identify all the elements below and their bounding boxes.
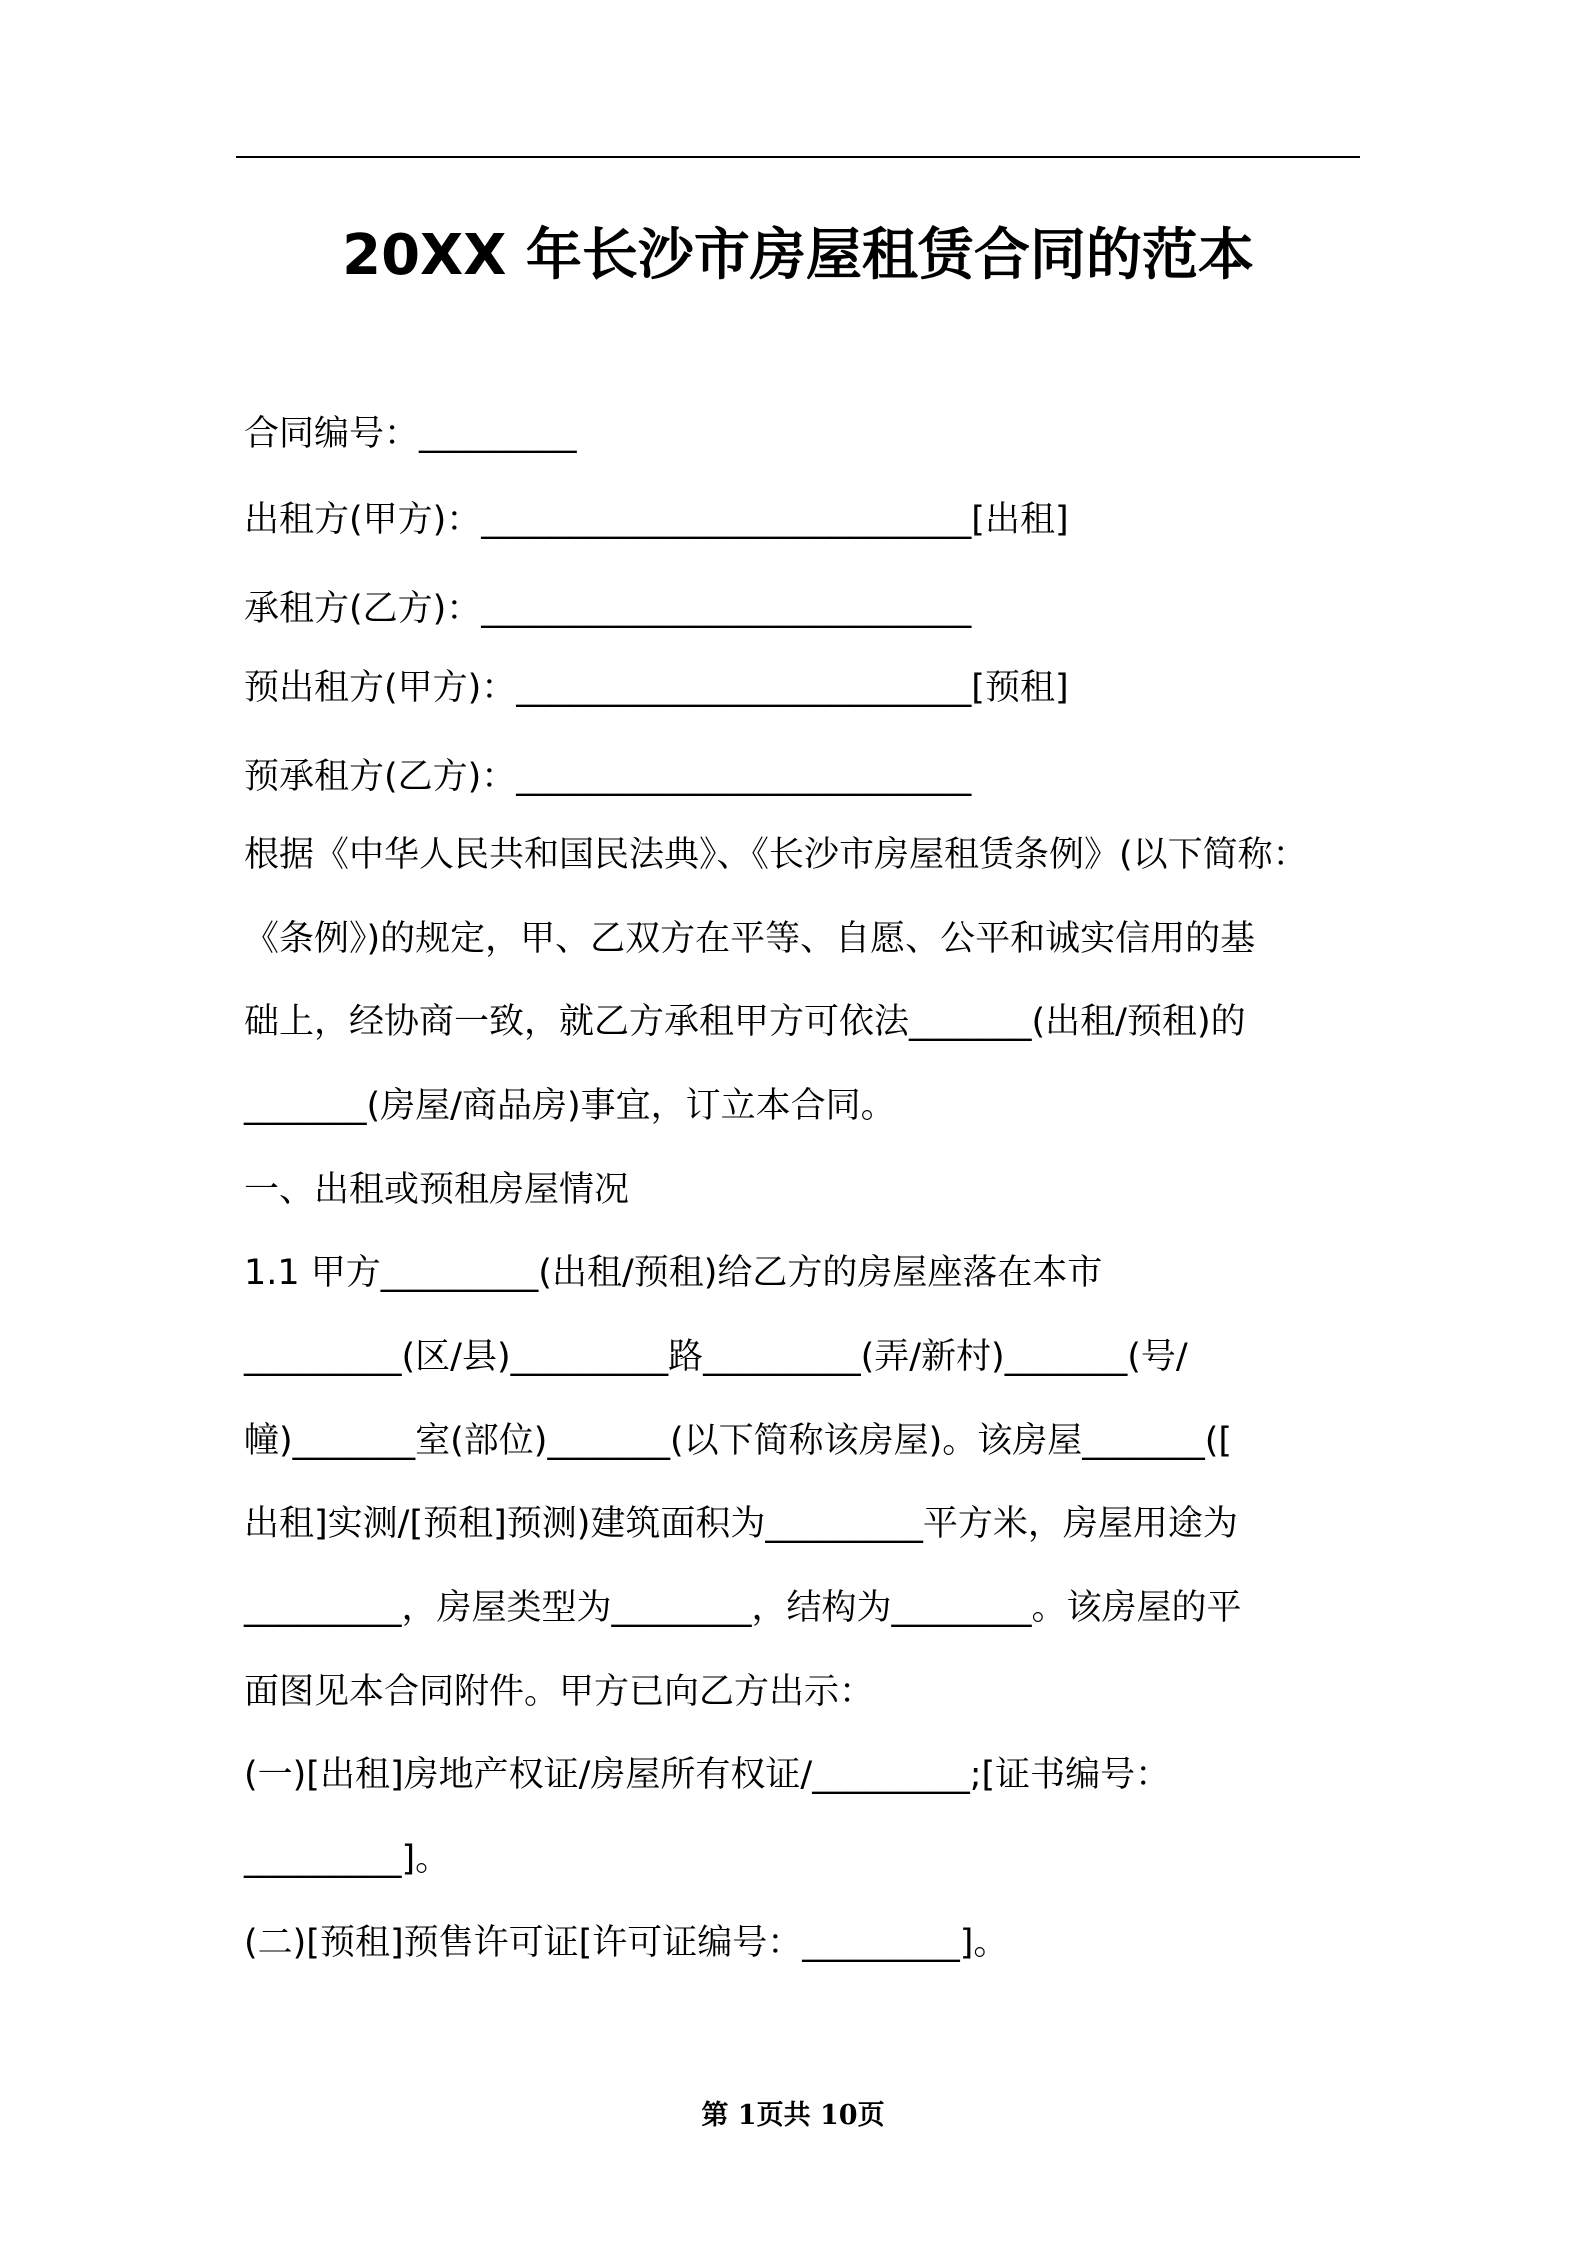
pre-lessee-line: 预承租方(乙方)：__________________________ <box>244 757 972 797</box>
document-title: 20XX 年长沙市房屋租赁合同的范本 <box>342 223 1254 288</box>
lessee-line: 承租方(乙方)：____________________________ <box>244 589 972 629</box>
item-1-line-2: _________]。 <box>244 1839 451 1879</box>
clause-1-1-line-2: _________(区/县)_________路_________(弄/新村)_______(号/ <box>244 1337 1188 1377</box>
page-indicator: 第 1页共 10页 <box>701 2100 885 2131</box>
clause-1-1-line-1: 1.1 甲方_________(出租/预租)给乙方的房屋座落在本市 <box>244 1253 1103 1293</box>
item-2-line: (二)[预租]预售许可证[许可证编号：_________]。 <box>244 1923 1009 1963</box>
pre-lessor-line: 预出租方(甲方)：__________________________[预租] <box>244 668 1069 708</box>
preamble-line-1: 根据《中华人民共和国民法典》、《长沙市房屋租赁条例》(以下简称： <box>244 835 1308 875</box>
header-rule <box>236 156 1360 158</box>
preamble-line-3: 础上，经协商一致，就乙方承租甲方可依法_______(出租/预租)的 <box>244 1002 1246 1042</box>
item-1-line-1: (一)[出租]房地产权证/房屋所有权证/_________;[证书编号： <box>244 1755 1171 1795</box>
section-heading-1: 一、出租或预租房屋情况 <box>244 1170 630 1210</box>
preamble-line-4: _______(房屋/商品房)事宜，订立本合同。 <box>244 1086 896 1126</box>
clause-1-1-line-4: 出租]实测/[预租]预测)建筑面积为_________平方米，房屋用途为 <box>244 1504 1238 1544</box>
contract-number-line: 合同编号：_________ <box>244 414 577 454</box>
clause-1-1-line-6: 面图见本合同附件。甲方已向乙方出示： <box>244 1672 875 1712</box>
clause-1-1-line-3: 幢)_______室(部位)_______(以下简称该房屋)。该房屋_______([ <box>244 1421 1233 1461</box>
clause-1-1-line-5: _________，房屋类型为________，结构为________。该房屋的平 <box>244 1588 1242 1628</box>
preamble-line-2: 《条例》)的规定，甲、乙双方在平等、自愿、公平和诚实信用的基 <box>244 919 1256 959</box>
lessor-line: 出租方(甲方)：____________________________[出租] <box>244 500 1069 540</box>
